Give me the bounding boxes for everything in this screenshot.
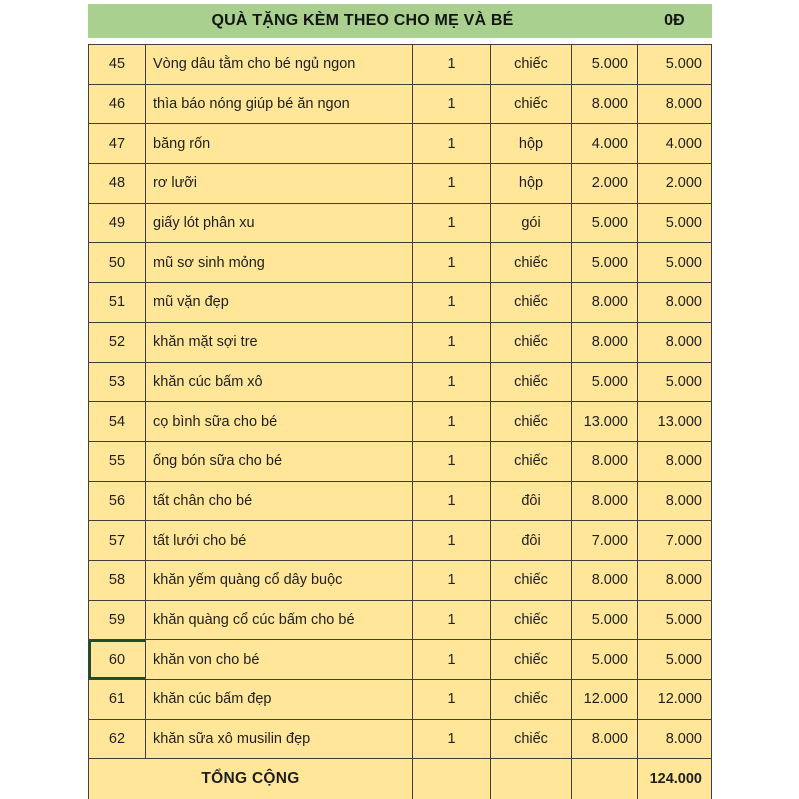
cell-item[interactable]: khăn mặt sợi tre bbox=[145, 322, 412, 362]
cell-item[interactable]: khăn cúc bấm xô bbox=[145, 362, 412, 402]
cell-stt[interactable]: 59 bbox=[88, 600, 145, 640]
cell-unit[interactable]: đôi bbox=[490, 481, 571, 521]
cell-grand-total[interactable] bbox=[637, 758, 712, 799]
cell-total[interactable]: 8.000 bbox=[637, 441, 712, 481]
cell-item[interactable]: khăn cúc bấm đẹp bbox=[145, 679, 412, 719]
cell-price[interactable]: 8.000 bbox=[571, 441, 637, 481]
cell-footer-price[interactable] bbox=[571, 758, 637, 799]
cell-item[interactable]: cọ bình sữa cho bé bbox=[145, 401, 412, 441]
cell-unit[interactable]: chiếc bbox=[490, 679, 571, 719]
cell-total[interactable]: 5.000 bbox=[637, 362, 712, 402]
cell-stt[interactable]: 47 bbox=[88, 123, 145, 163]
cell-item[interactable]: Vòng dâu tằm cho bé ngủ ngon bbox=[145, 44, 412, 84]
cell-stt[interactable]: 53 bbox=[88, 362, 145, 402]
cell-price[interactable]: 8.000 bbox=[571, 481, 637, 521]
cell-price[interactable]: 5.000 bbox=[571, 600, 637, 640]
table-title-cell[interactable] bbox=[88, 4, 637, 38]
cell-total[interactable]: 12.000 bbox=[637, 679, 712, 719]
cell-stt[interactable]: 61 bbox=[88, 679, 145, 719]
cell-qty[interactable]: 1 bbox=[412, 203, 490, 243]
spreadsheet bbox=[88, 4, 712, 799]
cell-stt[interactable]: 56 bbox=[88, 481, 145, 521]
cell-qty[interactable]: 1 bbox=[412, 362, 490, 402]
cell-item[interactable]: mũ vặn đẹp bbox=[145, 282, 412, 322]
cell-unit[interactable]: chiếc bbox=[490, 282, 571, 322]
table-row bbox=[88, 520, 712, 560]
table-title-bar bbox=[88, 4, 712, 38]
cell-total[interactable]: 8.000 bbox=[637, 560, 712, 600]
cell-total[interactable]: 8.000 bbox=[637, 719, 712, 759]
cell-total[interactable]: 5.000 bbox=[637, 203, 712, 243]
cell-item[interactable]: băng rốn bbox=[145, 123, 412, 163]
cell-unit[interactable]: gói bbox=[490, 203, 571, 243]
cell-item[interactable]: tất lưới cho bé bbox=[145, 520, 412, 560]
cell-item[interactable]: khăn sữa xô musilin đẹp bbox=[145, 719, 412, 759]
cell-unit[interactable]: chiếc bbox=[490, 560, 571, 600]
cell-stt[interactable]: 48 bbox=[88, 163, 145, 203]
cell-total[interactable]: 8.000 bbox=[637, 282, 712, 322]
cell-stt[interactable]: 50 bbox=[88, 242, 145, 282]
table-row bbox=[88, 123, 712, 163]
cell-qty[interactable]: 1 bbox=[412, 441, 490, 481]
cell-item[interactable]: khăn quàng cổ cúc bấm cho bé bbox=[145, 600, 412, 640]
cell-qty[interactable]: 1 bbox=[412, 560, 490, 600]
table-row bbox=[88, 560, 712, 600]
grand-total-value: 124.000 bbox=[649, 771, 702, 788]
cell-unit[interactable]: hộp bbox=[490, 163, 571, 203]
cell-total[interactable]: 5.000 bbox=[637, 242, 712, 282]
cell-price[interactable]: 5.000 bbox=[571, 639, 637, 679]
cell-price[interactable]: 12.000 bbox=[571, 679, 637, 719]
table-row bbox=[88, 481, 712, 521]
cell-qty[interactable]: 1 bbox=[412, 719, 490, 759]
cell-stt[interactable]: 62 bbox=[88, 719, 145, 759]
table-footer-row bbox=[88, 758, 712, 799]
cell-footer-unit[interactable] bbox=[490, 758, 571, 799]
cell-stt[interactable]: 46 bbox=[88, 84, 145, 124]
cell-item[interactable]: khăn von cho bé bbox=[145, 639, 412, 679]
cell-price[interactable]: 2.000 bbox=[571, 163, 637, 203]
table-row bbox=[88, 639, 712, 679]
cell-price[interactable]: 5.000 bbox=[571, 44, 637, 84]
cell-unit[interactable]: chiếc bbox=[490, 441, 571, 481]
cell-qty[interactable]: 1 bbox=[412, 481, 490, 521]
table-title: QUÀ TẶNG KÈM THEO CHO MẸ VÀ BÉ bbox=[211, 12, 514, 29]
cell-footer-qty[interactable] bbox=[412, 758, 490, 799]
cell-qty[interactable]: 1 bbox=[412, 163, 490, 203]
table-row bbox=[88, 719, 712, 759]
cell-item[interactable]: giấy lót phân xu bbox=[145, 203, 412, 243]
cell-total[interactable]: 13.000 bbox=[637, 401, 712, 441]
cell-price[interactable]: 5.000 bbox=[571, 242, 637, 282]
cell-total[interactable]: 2.000 bbox=[637, 163, 712, 203]
cell-item[interactable]: rơ lưỡi bbox=[145, 163, 412, 203]
total-label: TỔNG CỘNG bbox=[201, 770, 300, 788]
cell-stt[interactable]: 51 bbox=[88, 282, 145, 322]
cell-qty[interactable]: 1 bbox=[412, 520, 490, 560]
cell-price[interactable]: 8.000 bbox=[571, 719, 637, 759]
cell-unit[interactable]: chiếc bbox=[490, 322, 571, 362]
price-badge-cell[interactable] bbox=[637, 4, 712, 38]
cell-total-label[interactable] bbox=[88, 758, 412, 799]
cell-total[interactable]: 8.000 bbox=[637, 322, 712, 362]
cell-unit[interactable]: hộp bbox=[490, 123, 571, 163]
cell-total[interactable]: 8.000 bbox=[637, 84, 712, 124]
cell-stt[interactable]: 58 bbox=[88, 560, 145, 600]
table-row bbox=[88, 322, 712, 362]
gift-table bbox=[88, 44, 712, 799]
cell-qty[interactable]: 1 bbox=[412, 282, 490, 322]
table-row bbox=[88, 441, 712, 481]
cell-qty[interactable]: 1 bbox=[412, 639, 490, 679]
table-row bbox=[88, 282, 712, 322]
cell-stt[interactable]: 52 bbox=[88, 322, 145, 362]
table-row bbox=[88, 679, 712, 719]
cell-stt[interactable]: 60 bbox=[88, 639, 145, 679]
price-badge: 0Đ bbox=[664, 12, 685, 29]
cell-qty[interactable]: 1 bbox=[412, 44, 490, 84]
cell-total[interactable]: 7.000 bbox=[637, 520, 712, 560]
cell-qty[interactable]: 1 bbox=[412, 600, 490, 640]
cell-price[interactable]: 5.000 bbox=[571, 362, 637, 402]
table-row bbox=[88, 401, 712, 441]
cell-total[interactable]: 5.000 bbox=[637, 600, 712, 640]
cell-unit[interactable]: chiếc bbox=[490, 44, 571, 84]
cell-stt[interactable]: 57 bbox=[88, 520, 145, 560]
table-row bbox=[88, 242, 712, 282]
cell-item[interactable]: thìa báo nóng giúp bé ăn ngon bbox=[145, 84, 412, 124]
cell-item[interactable]: tất chân cho bé bbox=[145, 481, 412, 521]
cell-price[interactable]: 8.000 bbox=[571, 560, 637, 600]
cell-price[interactable]: 7.000 bbox=[571, 520, 637, 560]
cell-price[interactable]: 5.000 bbox=[571, 203, 637, 243]
cell-qty[interactable]: 1 bbox=[412, 84, 490, 124]
cell-qty[interactable]: 1 bbox=[412, 123, 490, 163]
cell-price[interactable]: 8.000 bbox=[571, 282, 637, 322]
table-row bbox=[88, 44, 712, 84]
table-row bbox=[88, 163, 712, 203]
table-body bbox=[88, 44, 712, 758]
cell-item[interactable]: ống bón sữa cho bé bbox=[145, 441, 412, 481]
table-row bbox=[88, 203, 712, 243]
cell-total[interactable]: 5.000 bbox=[637, 639, 712, 679]
cell-qty[interactable]: 1 bbox=[412, 242, 490, 282]
cell-stt[interactable]: 54 bbox=[88, 401, 145, 441]
cell-unit[interactable]: chiếc bbox=[490, 362, 571, 402]
cell-total[interactable]: 4.000 bbox=[637, 123, 712, 163]
cell-qty[interactable]: 1 bbox=[412, 401, 490, 441]
cell-qty[interactable]: 1 bbox=[412, 322, 490, 362]
cell-unit[interactable]: chiếc bbox=[490, 719, 571, 759]
cell-price[interactable]: 8.000 bbox=[571, 84, 637, 124]
cell-unit[interactable]: chiếc bbox=[490, 84, 571, 124]
cell-total[interactable]: 8.000 bbox=[637, 481, 712, 521]
cell-price[interactable]: 8.000 bbox=[571, 322, 637, 362]
cell-item[interactable]: mũ sơ sinh mỏng bbox=[145, 242, 412, 282]
cell-price[interactable]: 4.000 bbox=[571, 123, 637, 163]
cell-stt[interactable]: 55 bbox=[88, 441, 145, 481]
cell-item[interactable]: khăn yếm quàng cổ dây buộc bbox=[145, 560, 412, 600]
cell-stt[interactable]: 49 bbox=[88, 203, 145, 243]
cell-unit[interactable]: đôi bbox=[490, 520, 571, 560]
cell-unit[interactable]: chiếc bbox=[490, 639, 571, 679]
cell-unit[interactable]: chiếc bbox=[490, 242, 571, 282]
cell-qty[interactable]: 1 bbox=[412, 679, 490, 719]
cell-price[interactable]: 13.000 bbox=[571, 401, 637, 441]
cell-total[interactable]: 5.000 bbox=[637, 44, 712, 84]
table-row bbox=[88, 362, 712, 402]
cell-unit[interactable]: chiếc bbox=[490, 600, 571, 640]
cell-unit[interactable]: chiếc bbox=[490, 401, 571, 441]
table-row bbox=[88, 84, 712, 124]
cell-stt[interactable]: 45 bbox=[88, 44, 145, 84]
table-row bbox=[88, 600, 712, 640]
